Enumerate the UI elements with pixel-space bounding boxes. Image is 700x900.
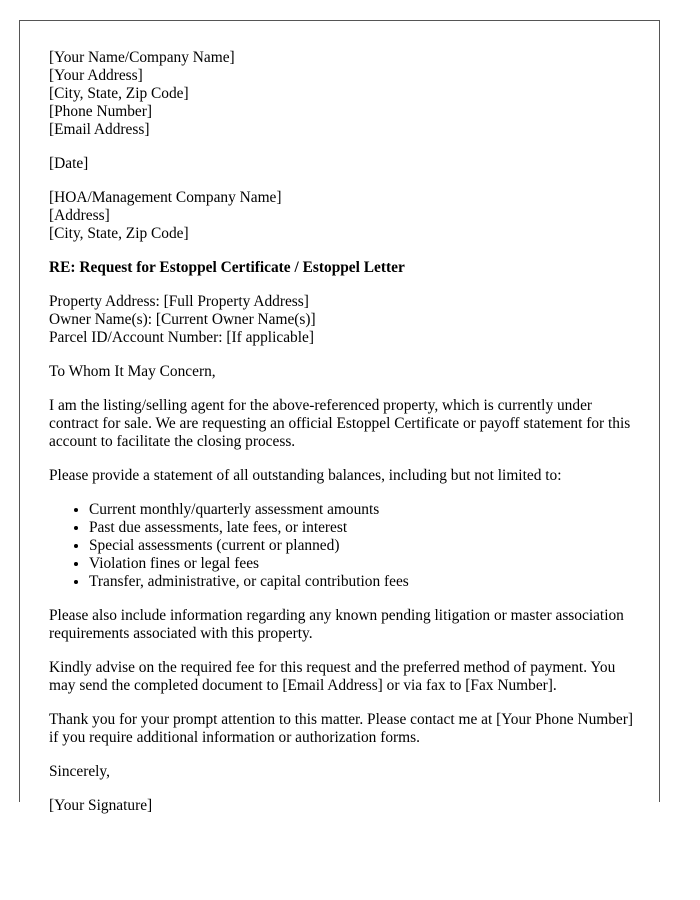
fee-paragraph: Kindly advise on the required fee for this request and the preferred method of payment. You may send the completed document to [Email Address] or via fax to [Fax Number]. bbox=[49, 659, 616, 694]
recipient-city-state-zip: [City, State, Zip Code] bbox=[49, 225, 189, 242]
subject-line: RE: Request for Estoppel Certificate / Estoppel Letter bbox=[49, 259, 405, 276]
intro-paragraph: I am the listing/selling agent for the above-referenced property, which is currently under contract for sale. We are requesting an official Estoppel Certificate or payoff statement for this account to facilitate the closing process. bbox=[49, 397, 631, 450]
sender-phone: [Phone Number] bbox=[49, 103, 153, 120]
property-parcel: Parcel ID/Account Number: [If applicable] bbox=[49, 329, 314, 346]
signature: [Your Signature] bbox=[49, 797, 153, 814]
recipient-block bbox=[49, 189, 634, 243]
closing: Sincerely, bbox=[49, 763, 110, 780]
letter-content bbox=[49, 49, 634, 831]
request-paragraph: Please provide a statement of all outstanding balances, including but not limited to: bbox=[49, 467, 562, 484]
sender-name: [Your Name/Company Name] bbox=[49, 49, 235, 66]
list-item: • Transfer, administrative, or capital contribution fees bbox=[89, 573, 634, 591]
property-address: Property Address: [Full Property Address] bbox=[49, 293, 309, 310]
sender-city-state-zip: [City, State, Zip Code] bbox=[49, 85, 189, 102]
list-item: • Past due assessments, late fees, or interest bbox=[89, 519, 634, 537]
list-item: • Special assessments (current or planned) bbox=[89, 537, 634, 555]
letter-page bbox=[19, 20, 660, 814]
list-item: • Violation fines or legal fees bbox=[89, 555, 634, 573]
list-item: • Current monthly/quarterly assessment amounts bbox=[89, 501, 634, 519]
thanks-paragraph: Thank you for your prompt attention to this matter. Please contact me at [Your Phone Number] if you require additional information or authorization forms. bbox=[49, 711, 634, 746]
sender-email: [Email Address] bbox=[49, 121, 150, 138]
litigation-paragraph: Please also include information regarding any known pending litigation or master association requirements associated with this property. bbox=[49, 607, 624, 642]
recipient-address: [Address] bbox=[49, 207, 110, 224]
property-owner: Owner Name(s): [Current Owner Name(s)] bbox=[49, 311, 316, 328]
property-block bbox=[49, 293, 634, 347]
sender-block bbox=[49, 49, 634, 139]
recipient-name: [HOA/Management Company Name] bbox=[49, 189, 282, 206]
salutation: To Whom It May Concern, bbox=[49, 363, 216, 380]
balance-items-list bbox=[49, 501, 634, 591]
letter-date: [Date] bbox=[49, 155, 89, 172]
date-block bbox=[49, 155, 634, 173]
sender-address: [Your Address] bbox=[49, 67, 143, 84]
